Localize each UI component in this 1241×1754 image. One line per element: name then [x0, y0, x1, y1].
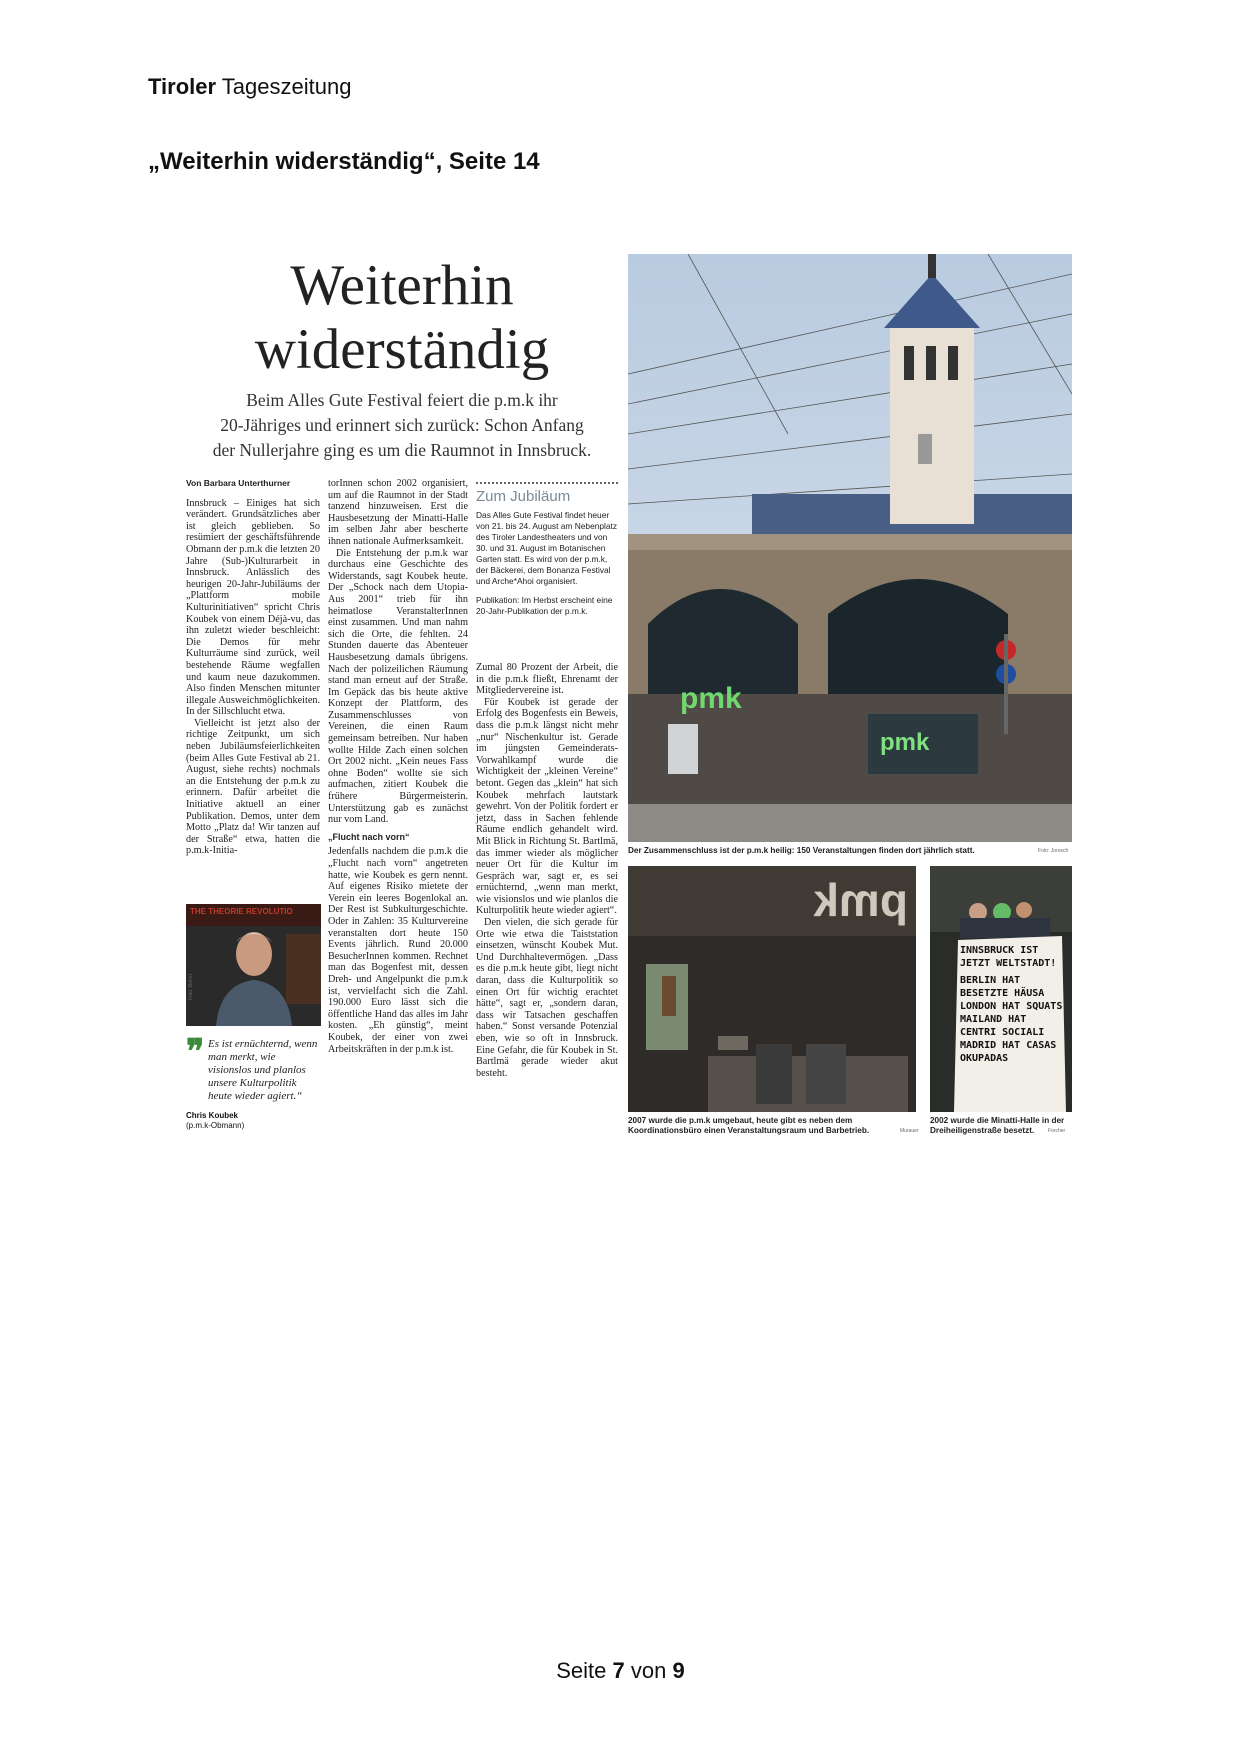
info-box: Das Alles Gute Festival findet heuer von 21. bis 24. August am Nebenplatz des Tiroler Landestheaters und von 30. und 31. August im Botanischen Garten statt. Es wird von der p.m.k, der Bäckerei, dem Bonanza Festival und Arche*Ahoi organisiert. Publikation: Im Herbst erscheint eine 20-Jahr-Publikation der p.m.k. [476, 510, 618, 616]
pmk-neon-sign: pmk [680, 682, 742, 715]
deck: Beim Alles Gute Festival feiert die p.m.k ihr 20-Jähriges und erinnert sich zurück: Schon Anfang der Nullerjahre ging es um die Raumnot in Innsbruck. [212, 390, 592, 460]
photo-2002-caption: 2002 wurde die Minatti-Halle in der Dreiheiligenstraße besetzt. [930, 1116, 1065, 1135]
text-column-1: Von Barbara Unterthurner Innsbruck – Einiges hat sich verändert. Grundsätzliches aber ist gleich geblieben. So resümiert der geschäftsführende Obmann der p.m.k die letzten 20 Jahre (Sub-)Kulturarbeit in Innsbruck. Anlässlich des heurigen 20-Jahr-Jubiläums der „Plattform mobile Kulturinitiativen“ spricht Chris Koubek von einem Déjà-vu, das ihn zuletzt wieder beschleicht: Die Demos für mehr Kulturräume sind zurück, weil bestehende Räume wegfallen und kaum neue dazukommen. Also finden Menschen mitunter illegale Ausweichmöglichkeiten. In der Sillschlucht etwa. Vielleicht ist jetzt also der richtige Zeitpunkt, um sich neben Jubiläumsfeierlichkeiten (beim Alles Gute Festival ab 21. August, siehe rechts) nochmals an die Entstehung der p.m.k zu erinnern. Dafür arbeitet die Initiative aktuell an einer Publikation. Demos, unter dem Motto „Platz da! Wir tanzen auf der Straße“ etwa, hatten die p.m.k-Initia- [186, 478, 320, 857]
article-clipping [186, 252, 1072, 1144]
page-reference: „Weiterhin widerständig“, Seite 14 [148, 148, 540, 175]
photo-2002 [930, 866, 1072, 1112]
text-column-2: torInnen schon 2002 organisiert, um auf die Raumnot in der Stadt tanzend hinzuweisen. Erst die Hausbesetzung der Minatti-Halle im selben Jahr aber bescherte ihnen nationale Aufmerksamkeit. Die Entstehung der p.m.k war durchaus eine Geschichte des Widerstands, sagt Koubek heute. Der „Schock nach dem Utopia-Aus 2001“ trieb für ihn heimatlose VeranstalterInnen einst zusammen. Und man nahm sich die Orte, die fehlten. 24 Stunden dauerte das Abenteuer Hausbesetzung damals übrigens. Nach der polizeilichen Räumung stand man erneut auf der Straße. Im Gepäck das bis heute aktive Konzept der Plattform, des Zusammenschlusses von Vereinen, die einen Raum gemeinsam betreiben. Nur haben wollte Hilde Zach einen solchen Ort 2002 nicht. „Kein neues Fass ohne Boden“ wollte sie sich aufmachen, zitiert Koubek die frühere Bürgermeisterin. Unterstützung gab es zunächst nur vom Land. „Flucht nach vorn“ Jedenfalls nachdem die p.m.k die „Flucht nach vorn“ angetreten hatte, wie Koubek es gern nennt. Auf eigenes Risiko mietete der Verein ein leeres Bogenlokal an. Der Rest ist Subkulturgeschichte. Oder in Zahlen: 35 Kulturvereine veranstalten dort heute 150 Events jährlich. Rund 20.000 BesucherInnen kommen. Rechnet man das Bogenfest mit, dessen Dreh- und Angelpunkt die p.m.k ist, vervielfacht sich die Zahl. 190.000 Euro lässt sich die öffentliche Hand das alles im Jahr kosten. „Eh günstig“, meint Koubek, der einer von zwei Arbeitskräften in der p.m.k ist. [328, 478, 468, 1055]
headline: Weiterhin widerständig [254, 254, 550, 381]
main-photo-caption: Der Zusammenschluss ist der p.m.k heilig: 150 Veranstaltungen finden dort jährlich statt. [628, 846, 975, 855]
quote-mark-icon: ❞ [186, 1034, 205, 1071]
main-photo [628, 254, 1072, 842]
photo-2007 [628, 866, 916, 1112]
wall-lettering: pmk [813, 874, 908, 926]
photo-2007-credit: Murauer [900, 1128, 919, 1134]
box-divider [476, 482, 618, 484]
pull-quote: ❞ Es ist ernüchternd, wenn man merkt, wie visionslos und planlos unsere Kulturpolitik heute wieder agiert.“ Chris Koubek (p.m.k-Obmann) [186, 1038, 321, 1131]
quote-author: Chris Koubek [186, 1111, 239, 1120]
page-footer: Seite 7 von 9 [556, 1658, 685, 1683]
main-photo-credit: Foto: Jorosch [1038, 848, 1069, 854]
newspaper-brand: Tiroler Tageszeitung [148, 74, 352, 99]
subheading: „Flucht nach vorn“ [328, 831, 410, 842]
text-column-3: Zumal 80 Prozent der Arbeit, die in die p.m.k fließt, Ehrenamt der Mitgliedervereine ist. Für Koubek ist gerade der Erfolg des Bogenfests ein Beweis, dass die p.m.k längst nicht mehr „nur“ Nischenkultur ist. Gerade im jüngsten Gemeinderats-Vorwahlkampf wurde die Wichtigkeit der „kleinen Vereine“ betont. Gegen das „klein“ hat sich Koubek mehrfach lautstark gewehrt. Von der Politik fordert er jetzt, dass in Sachen fehlende Räume endlich gehandelt wird. Mit Blick in Richtung St. Bartlmä, das immer wieder als möglicher neuer Ort für die Kultur im Gespräch war, sagt er, es sei ernüchternd, „wenn man merkt, wie visionslos und wie planlos die Kulturpolitik heute wieder agiert“. Den vielen, die sich gerade für Orte wie etwa die Taiststation einsetzen, wünscht Koubek Mut. Und Durchhaltevermögen. „Dass es die p.m.k heute gibt, liegt nicht daran, dass die Kulturpolitik so einen Ort für wichtig erachtet hätte“, sagt er, „sondern daran, dass wir Tatsachen geschaffen haben.“ Sonst versande Potenzial eben, wie so oft in Innsbruck. Eine Gefahr, die für Koubek in St. Bartlmä gerade wieder akut besteht. [476, 662, 618, 1079]
banner-text: INNSBRUCK IST JETZT WELTSTADT! BERLIN HAT BESETZTE HÄUSA LONDON HAT SQUATS MAILAND HAT CENTRI SOCIALI MADRID HAT CASAS OKUPADAS [960, 945, 1063, 1064]
pmk-neon-sign-2: pmk [880, 729, 930, 756]
svg-text:THE THEORIE REVOLUTIO: THE THEORIE REVOLUTIO [190, 907, 293, 916]
photo-2002-credit: Forcher [1048, 1128, 1066, 1134]
info-box-title: Zum Jubiläum [476, 488, 571, 505]
quote-role: (p.m.k-Obmann) [186, 1121, 245, 1130]
portrait-photo [186, 904, 321, 1026]
photo-2007-caption: 2007 wurde die p.m.k umgebaut, heute gibt es neben dem Koordinationsbüro einen Veranstaltungsraum und Barbetrieb. [628, 1116, 870, 1135]
portrait-credit: Foto: Böhm [187, 974, 194, 1000]
